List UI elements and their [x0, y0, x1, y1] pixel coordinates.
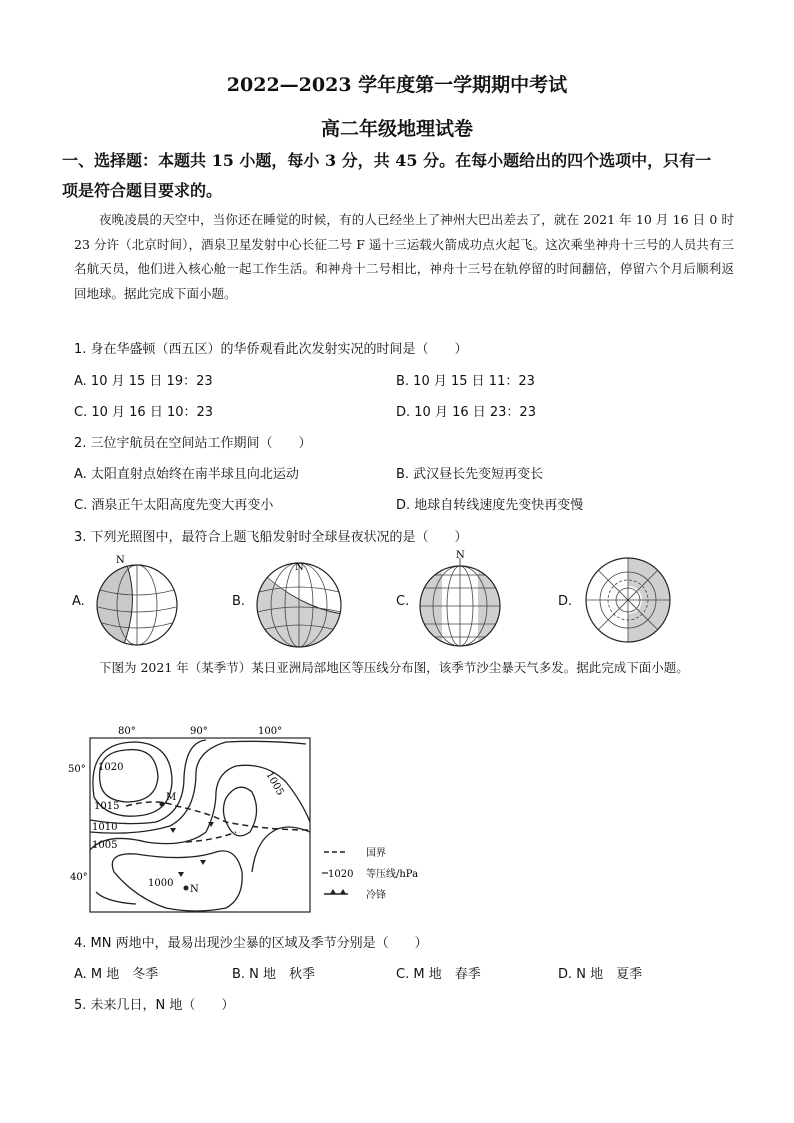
isobar-label-1015: 1015 — [94, 801, 120, 812]
point-m-marker — [160, 802, 165, 807]
question-3-option-d[interactable]: D. — [558, 594, 573, 609]
globe-c-north-label: N — [456, 550, 465, 561]
globe-c-icon — [414, 550, 506, 650]
question-4-option-c[interactable]: C. M 地 春季 — [396, 967, 481, 982]
question-4-stem: 4. MN 两地中，最易出现沙尘暴的区域及季节分别是（ ） — [74, 936, 428, 951]
isobar-map — [66, 722, 446, 918]
isobar-label-1005-east: 1005 — [263, 770, 286, 798]
passage-1: 夜晚凌晨的天空中，当你还在睡觉的时候，有的人已经坐上了神州大巴出差去了，就在 2021 年 10 月 16 日 0 时 23 分许（北京时间），酒泉卫星发射中心长征二号 F 遥十三运载火箭成功点火起飞。这次乘坐神舟十三号的人员共有三名航天员，他们进入核心舱一起工作生活。和神舟十二号相比，神舟十三号在轨停留的时间翻倍，停留六个月后顺利返回地球。据此完成下面小题。 — [74, 212, 734, 301]
globe-b-north-label: N — [295, 562, 304, 573]
question-1-option-a[interactable]: A. 10 月 15 日 19：23 — [74, 374, 213, 389]
exam-subtitle: 高二年级地理试卷 — [320, 118, 473, 140]
lon-label-80: 80° — [118, 726, 136, 737]
question-1-stem: 1. 身在华盛顿（西五区）的华侨观看此次发射实况的时间是（ ） — [74, 342, 468, 357]
question-3-option-c[interactable]: C. — [396, 594, 410, 609]
question-4-option-b[interactable]: B. N 地 秋季 — [232, 967, 316, 982]
lat-label-50: 50° — [68, 764, 86, 775]
legend-isobar-value: 1020 — [328, 869, 354, 880]
globe-b-icon — [252, 552, 346, 650]
question-1-option-d[interactable]: D. 10 月 16 日 23：23 — [396, 405, 536, 420]
question-2-option-c[interactable]: C. 酒泉正午太阳高度先变大再变小 — [74, 498, 274, 513]
lon-label-100: 100° — [258, 726, 283, 737]
isobar-label-1005: 1005 — [92, 840, 118, 851]
point-m-label: M — [166, 792, 177, 803]
question-1-option-c[interactable]: C. 10 月 16 日 10：23 — [74, 405, 214, 420]
question-3-stem: 3. 下列光照图中，最符合上题飞船发射时全球昼夜状况的是（ ） — [74, 530, 468, 545]
question-2-option-b[interactable]: B. 武汉昼长先变短再变长 — [396, 467, 544, 482]
question-2-stem: 2. 三位宇航员在空间站工作期间（ ） — [74, 436, 312, 451]
question-1-option-b[interactable]: B. 10 月 15 日 11：23 — [396, 374, 535, 389]
legend-isobar-label: 等压线/hPa — [366, 869, 419, 880]
question-4-option-d[interactable]: D. N 地 夏季 — [558, 967, 643, 982]
question-4-option-a[interactable]: A. M 地 冬季 — [74, 967, 159, 982]
globe-d-icon — [580, 552, 676, 648]
globe-a-north-label: N — [116, 555, 125, 566]
isobar-label-1000: 1000 — [148, 878, 174, 889]
question-3-option-b[interactable]: B. — [232, 594, 246, 609]
lon-label-90: 90° — [190, 726, 208, 737]
legend-border-label: 国界 — [366, 848, 386, 859]
isobar-label-1010: 1010 — [92, 822, 118, 833]
legend-front-label: 冷锋 — [366, 890, 386, 901]
question-2-option-d[interactable]: D. 地球自转线速度先变快再变慢 — [396, 498, 584, 513]
question-3-option-a[interactable]: A. — [72, 594, 85, 609]
passage-2: 下图为 2021 年（某季节）某日亚洲局部地区等压线分布图，该季节沙尘暴天气多发。据此完成下面小题。 — [99, 660, 689, 675]
question-5-stem: 5. 未来几日，N 地（ ） — [74, 998, 235, 1013]
section-heading-line1: 一、选择题：本题共 15 小题，每小 3 分，共 45 分。在每小题给出的四个选项中，只有一 — [62, 151, 712, 170]
globe-a-icon — [92, 555, 182, 649]
isobar-label-1020: 1020 — [98, 762, 124, 773]
exam-title: 2022—2023 学年度第一学期期中考试 — [226, 74, 568, 96]
point-n-label: N — [190, 884, 199, 895]
section-heading — [62, 146, 742, 206]
lat-label-40: 40° — [70, 872, 88, 883]
question-2-option-a[interactable]: A. 太阳直射点始终在南半球且向北运动 — [74, 467, 299, 482]
section-heading-line2: 项是符合题目要求的。 — [62, 181, 223, 200]
point-n-marker — [184, 886, 189, 891]
